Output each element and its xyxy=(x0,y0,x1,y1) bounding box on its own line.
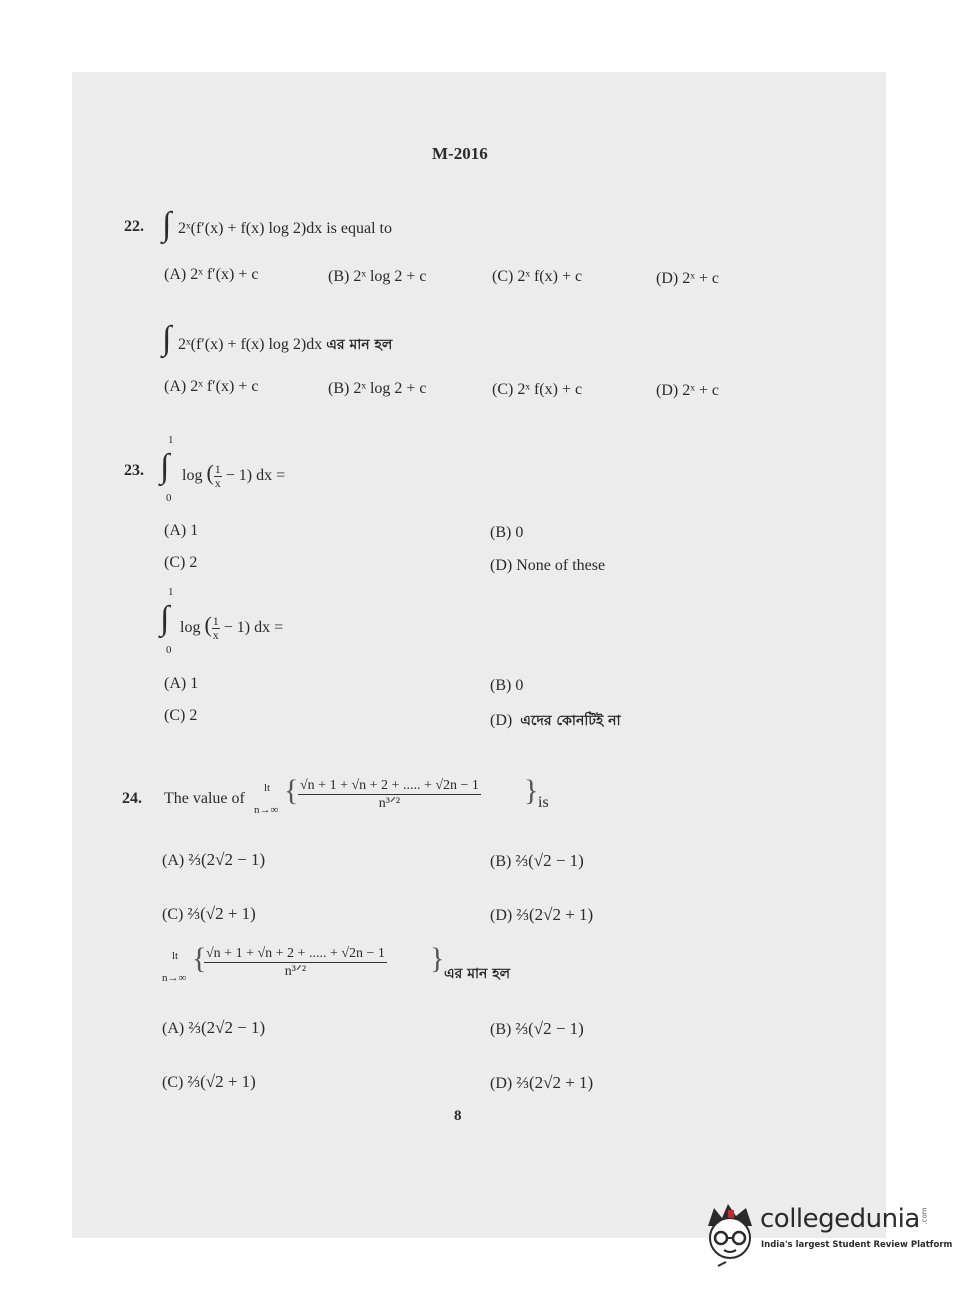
question-24-suffix: is xyxy=(538,794,549,811)
question-24-number: 24. xyxy=(122,790,142,807)
q24-bn-option-c[interactable]: (C) ⅔(√2 + 1) xyxy=(162,1072,256,1091)
q24-bn-fraction xyxy=(204,946,387,980)
question-22-number: 22. xyxy=(124,218,144,235)
q22-option-c[interactable]: (C) 2ˣ f(x) + c xyxy=(492,268,583,285)
integral-lower-limit: 0 xyxy=(166,644,172,656)
q24-option-b[interactable]: (B) ⅔(√2 − 1) xyxy=(490,851,584,870)
integral-upper-limit: 1 xyxy=(168,586,174,598)
q22-option-a[interactable]: (A) 2ˣ f′(x) + c xyxy=(164,266,259,283)
q24-bn-option-b[interactable]: (B) ⅔(√2 − 1) xyxy=(490,1019,584,1038)
q24-fraction xyxy=(298,778,481,812)
q23-option-d[interactable]: (D) None of these xyxy=(490,557,606,574)
q24-numerator: √n + 1 + √n + 2 + ..... + √2n − 1 xyxy=(300,778,479,793)
collegedunia-watermark xyxy=(700,1200,953,1280)
left-brace: { xyxy=(284,774,299,807)
question-23-stem-bn: log ( $\frac{1}{x}$ − 1) dx = xyxy=(180,612,284,642)
limit-label: lt xyxy=(172,950,179,962)
question-22-stem-bn: 2ˣ(f′(x) + f(x) log 2)dx এর মান হল xyxy=(178,336,393,353)
q23-bn-option-b[interactable]: (B) 0 xyxy=(490,677,524,694)
integral-sign-icon: ∫ xyxy=(162,206,172,243)
brand-domain: .com xyxy=(920,1207,929,1225)
page-number: 8 xyxy=(454,1108,462,1124)
q24-option-a[interactable]: (A) ⅔(2√2 − 1) xyxy=(162,850,266,869)
q22-bn-option-b[interactable]: (B) 2ˣ log 2 + c xyxy=(328,380,427,397)
right-brace: } xyxy=(430,942,445,975)
question-22-stem: 2ˣ(f′(x) + f(x) log 2)dx is equal to xyxy=(178,220,392,237)
question-24-suffix-bn: এর মান হল xyxy=(444,966,511,982)
q22-bn-option-d[interactable]: (D) 2ˣ + c xyxy=(656,382,719,399)
integral-sign-icon: ∫ xyxy=(160,600,170,637)
q23-option-c[interactable]: (C) 2 xyxy=(164,554,198,571)
q24-option-c[interactable]: (C) ⅔(√2 + 1) xyxy=(162,904,256,923)
integral-sign-icon: ∫ xyxy=(162,320,172,357)
question-23-number: 23. xyxy=(124,462,144,479)
mascot-logo-icon xyxy=(700,1200,760,1270)
exam-page xyxy=(72,72,886,1238)
question-23-stem: log ( $\frac{1}{x}$ − 1) dx = xyxy=(182,460,286,490)
q24-bn-option-a[interactable]: (A) ⅔(2√2 − 1) xyxy=(162,1018,266,1037)
left-brace: { xyxy=(192,942,207,975)
limit-label: lt xyxy=(264,782,271,794)
q22-option-b[interactable]: (B) 2ˣ log 2 + c xyxy=(328,268,427,285)
q22-bn-option-a[interactable]: (A) 2ˣ f′(x) + c xyxy=(164,378,259,395)
page-title: M-2016 xyxy=(432,144,488,163)
question-24-prefix: The value of xyxy=(164,790,245,807)
integral-upper-limit: 1 xyxy=(168,434,174,446)
right-brace: } xyxy=(524,774,539,807)
integral-sign-icon: ∫ xyxy=(160,448,170,485)
q23-bn-option-a[interactable]: (A) 1 xyxy=(164,675,199,692)
q23-bn-option-c[interactable]: (C) 2 xyxy=(164,707,198,724)
limit-subscript: n→∞ xyxy=(254,804,279,816)
limit-subscript: n→∞ xyxy=(162,972,187,984)
integral-lower-limit: 0 xyxy=(166,492,172,504)
brand-tagline: India's largest Student Review Platform xyxy=(761,1240,953,1250)
q24-bn-option-d[interactable]: (D) ⅔(2√2 + 1) xyxy=(490,1073,594,1092)
q23-option-a[interactable]: (A) 1 xyxy=(164,522,199,539)
q24-bn-denominator: n³ᐟ² xyxy=(284,964,307,979)
q22-bn-option-c[interactable]: (C) 2ˣ f(x) + c xyxy=(492,381,583,398)
q22-option-d[interactable]: (D) 2ˣ + c xyxy=(656,270,719,287)
brand-name: collegedunia xyxy=(760,1204,920,1234)
q24-bn-numerator: √n + 1 + √n + 2 + ..... + √2n − 1 xyxy=(206,946,385,961)
q23-option-b[interactable]: (B) 0 xyxy=(490,524,524,541)
q23-bn-option-d[interactable]: (D) এদের কোনটিই না xyxy=(490,712,621,729)
q24-denominator: n³ᐟ² xyxy=(378,796,401,811)
q24-option-d[interactable]: (D) ⅔(2√2 + 1) xyxy=(490,905,594,924)
